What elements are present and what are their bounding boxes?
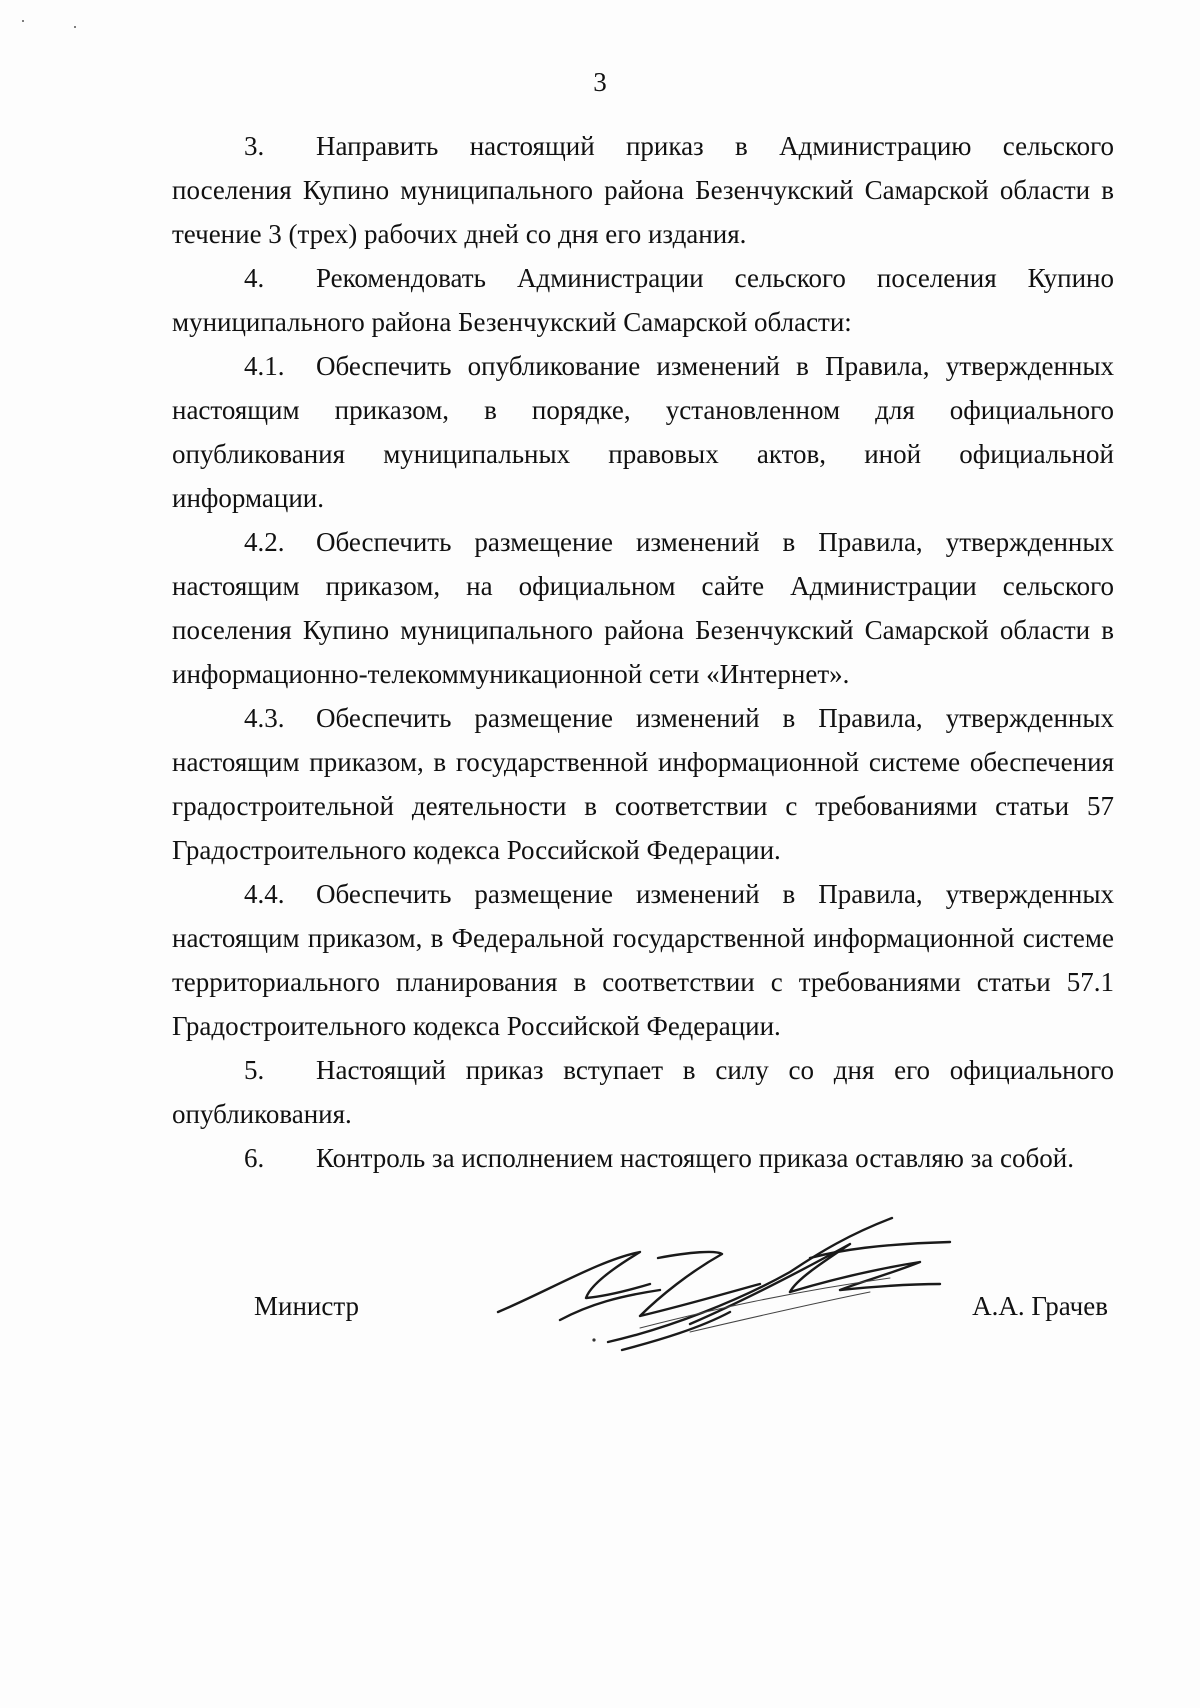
- paragraph-4: [172, 256, 1114, 344]
- paragraph-3: [172, 124, 1114, 256]
- paragraph-number: 3.: [244, 131, 265, 161]
- paragraph-4-1: [172, 344, 1114, 520]
- paragraph-text: Контроль за исполнением настоящего приказа оставляю за собой.: [316, 1143, 1074, 1173]
- paragraph-text: Направить настоящий приказ в Администрацию сельского поселения Купино муниципального района Безенчукский Самарской области в течение 3 (трех) рабочих дней со дня его издания.: [172, 131, 1114, 249]
- paragraph-text: Настоящий приказ вступает в силу со дня его официального опубликования.: [172, 1055, 1114, 1129]
- signature-block: [172, 1200, 1114, 1360]
- paragraph-number: 4.2.: [244, 527, 285, 557]
- paragraph-text: Обеспечить размещение изменений в Правила, утвержденных настоящим приказом, в Федеральной государственной информационной системе территориального планирования в соответствии с требованиями статьи 57.1 Градостроительного кодекса Российской Федерации.: [172, 879, 1114, 1041]
- paragraph-4-4: [172, 872, 1114, 1048]
- paragraph-4-3: [172, 696, 1114, 872]
- paragraph-6: [172, 1136, 1114, 1180]
- paragraph-5: [172, 1048, 1114, 1136]
- paragraph-number: 4.3.: [244, 703, 285, 733]
- paragraph-text: Обеспечить размещение изменений в Правила, утвержденных настоящим приказом, на официальном сайте Администрации сельского поселения Купино муниципального района Безенчукский Самарской области в информационно-телекоммуникационной сети «Интернет».: [172, 527, 1114, 689]
- scan-speck: [22, 20, 24, 22]
- paragraph-number: 4.: [244, 263, 265, 293]
- signatory-title: Министр: [254, 1291, 359, 1321]
- document-body: [172, 124, 1114, 1180]
- paragraph-text: Рекомендовать Администрации сельского поселения Купино муниципального района Безенчукский Самарской области:: [172, 263, 1114, 337]
- scan-speck: [74, 26, 76, 28]
- page-number: 3: [593, 67, 607, 97]
- paragraph-text: Обеспечить размещение изменений в Правила, утвержденных настоящим приказом, в государственной информационной системе обеспечения градостроительной деятельности в соответствии с требованиями статьи 57 Градостроительного кодекса Российской Федерации.: [172, 703, 1114, 865]
- paragraph-number: 5.: [244, 1055, 265, 1085]
- handwritten-signature-icon: [490, 1200, 960, 1360]
- paragraph-number: 4.4.: [244, 879, 285, 909]
- paragraph-4-2: [172, 520, 1114, 696]
- signatory-name: А.А. Грачев: [972, 1291, 1108, 1321]
- paragraph-number: 6.: [244, 1143, 265, 1173]
- paragraph-text: Обеспечить опубликование изменений в Правила, утвержденных настоящим приказом, в порядке, установленном для официального опубликования муниципальных правовых актов, иной официальной информации.: [172, 351, 1114, 513]
- paragraph-number: 4.1.: [244, 351, 285, 381]
